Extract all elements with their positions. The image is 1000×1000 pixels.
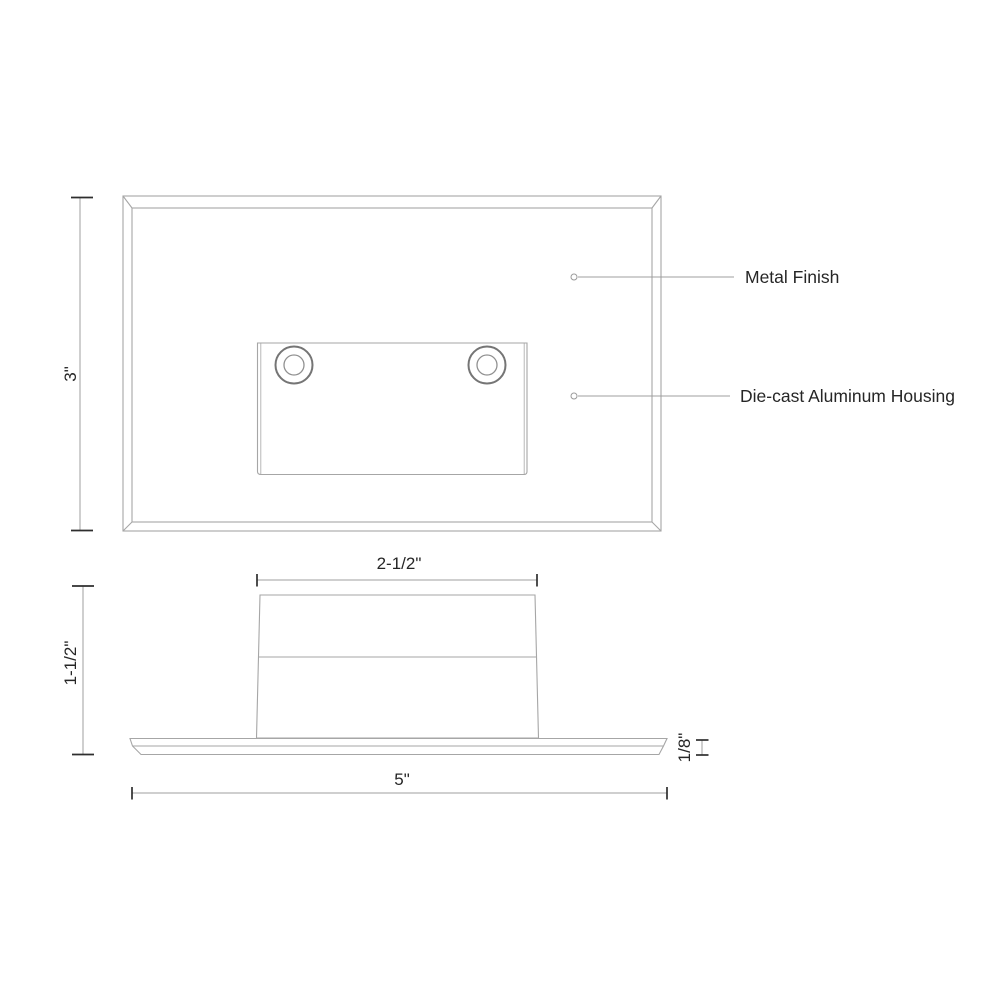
- front-view: [123, 196, 661, 531]
- overall-width-dimension-label: 5": [394, 770, 410, 789]
- dimension-plate-thickness: [675, 733, 709, 763]
- metal-finish-label: Metal Finish: [745, 267, 840, 288]
- dimension-side-height: [61, 586, 94, 755]
- plate-thickness-dimension-label: 1/8": [674, 732, 694, 763]
- front-height-dimension-label: 3": [60, 366, 80, 382]
- dimension-overall-width: [132, 770, 667, 800]
- left-screw-outer-circle: [276, 347, 313, 384]
- housing-callout-dot: [571, 393, 577, 399]
- side-body-outline: [257, 595, 539, 738]
- metal-finish-callout-dot: [571, 274, 577, 280]
- side-height-dimension-label: 1-1/2": [60, 640, 80, 686]
- housing-label: Die-cast Aluminum Housing: [740, 386, 955, 407]
- body-width-dimension-label: 2-1/2": [376, 554, 422, 573]
- dimension-body-width: [257, 554, 537, 587]
- side-view: [130, 595, 667, 755]
- right-screw-outer-circle: [469, 347, 506, 384]
- dimension-front-height: [61, 198, 93, 531]
